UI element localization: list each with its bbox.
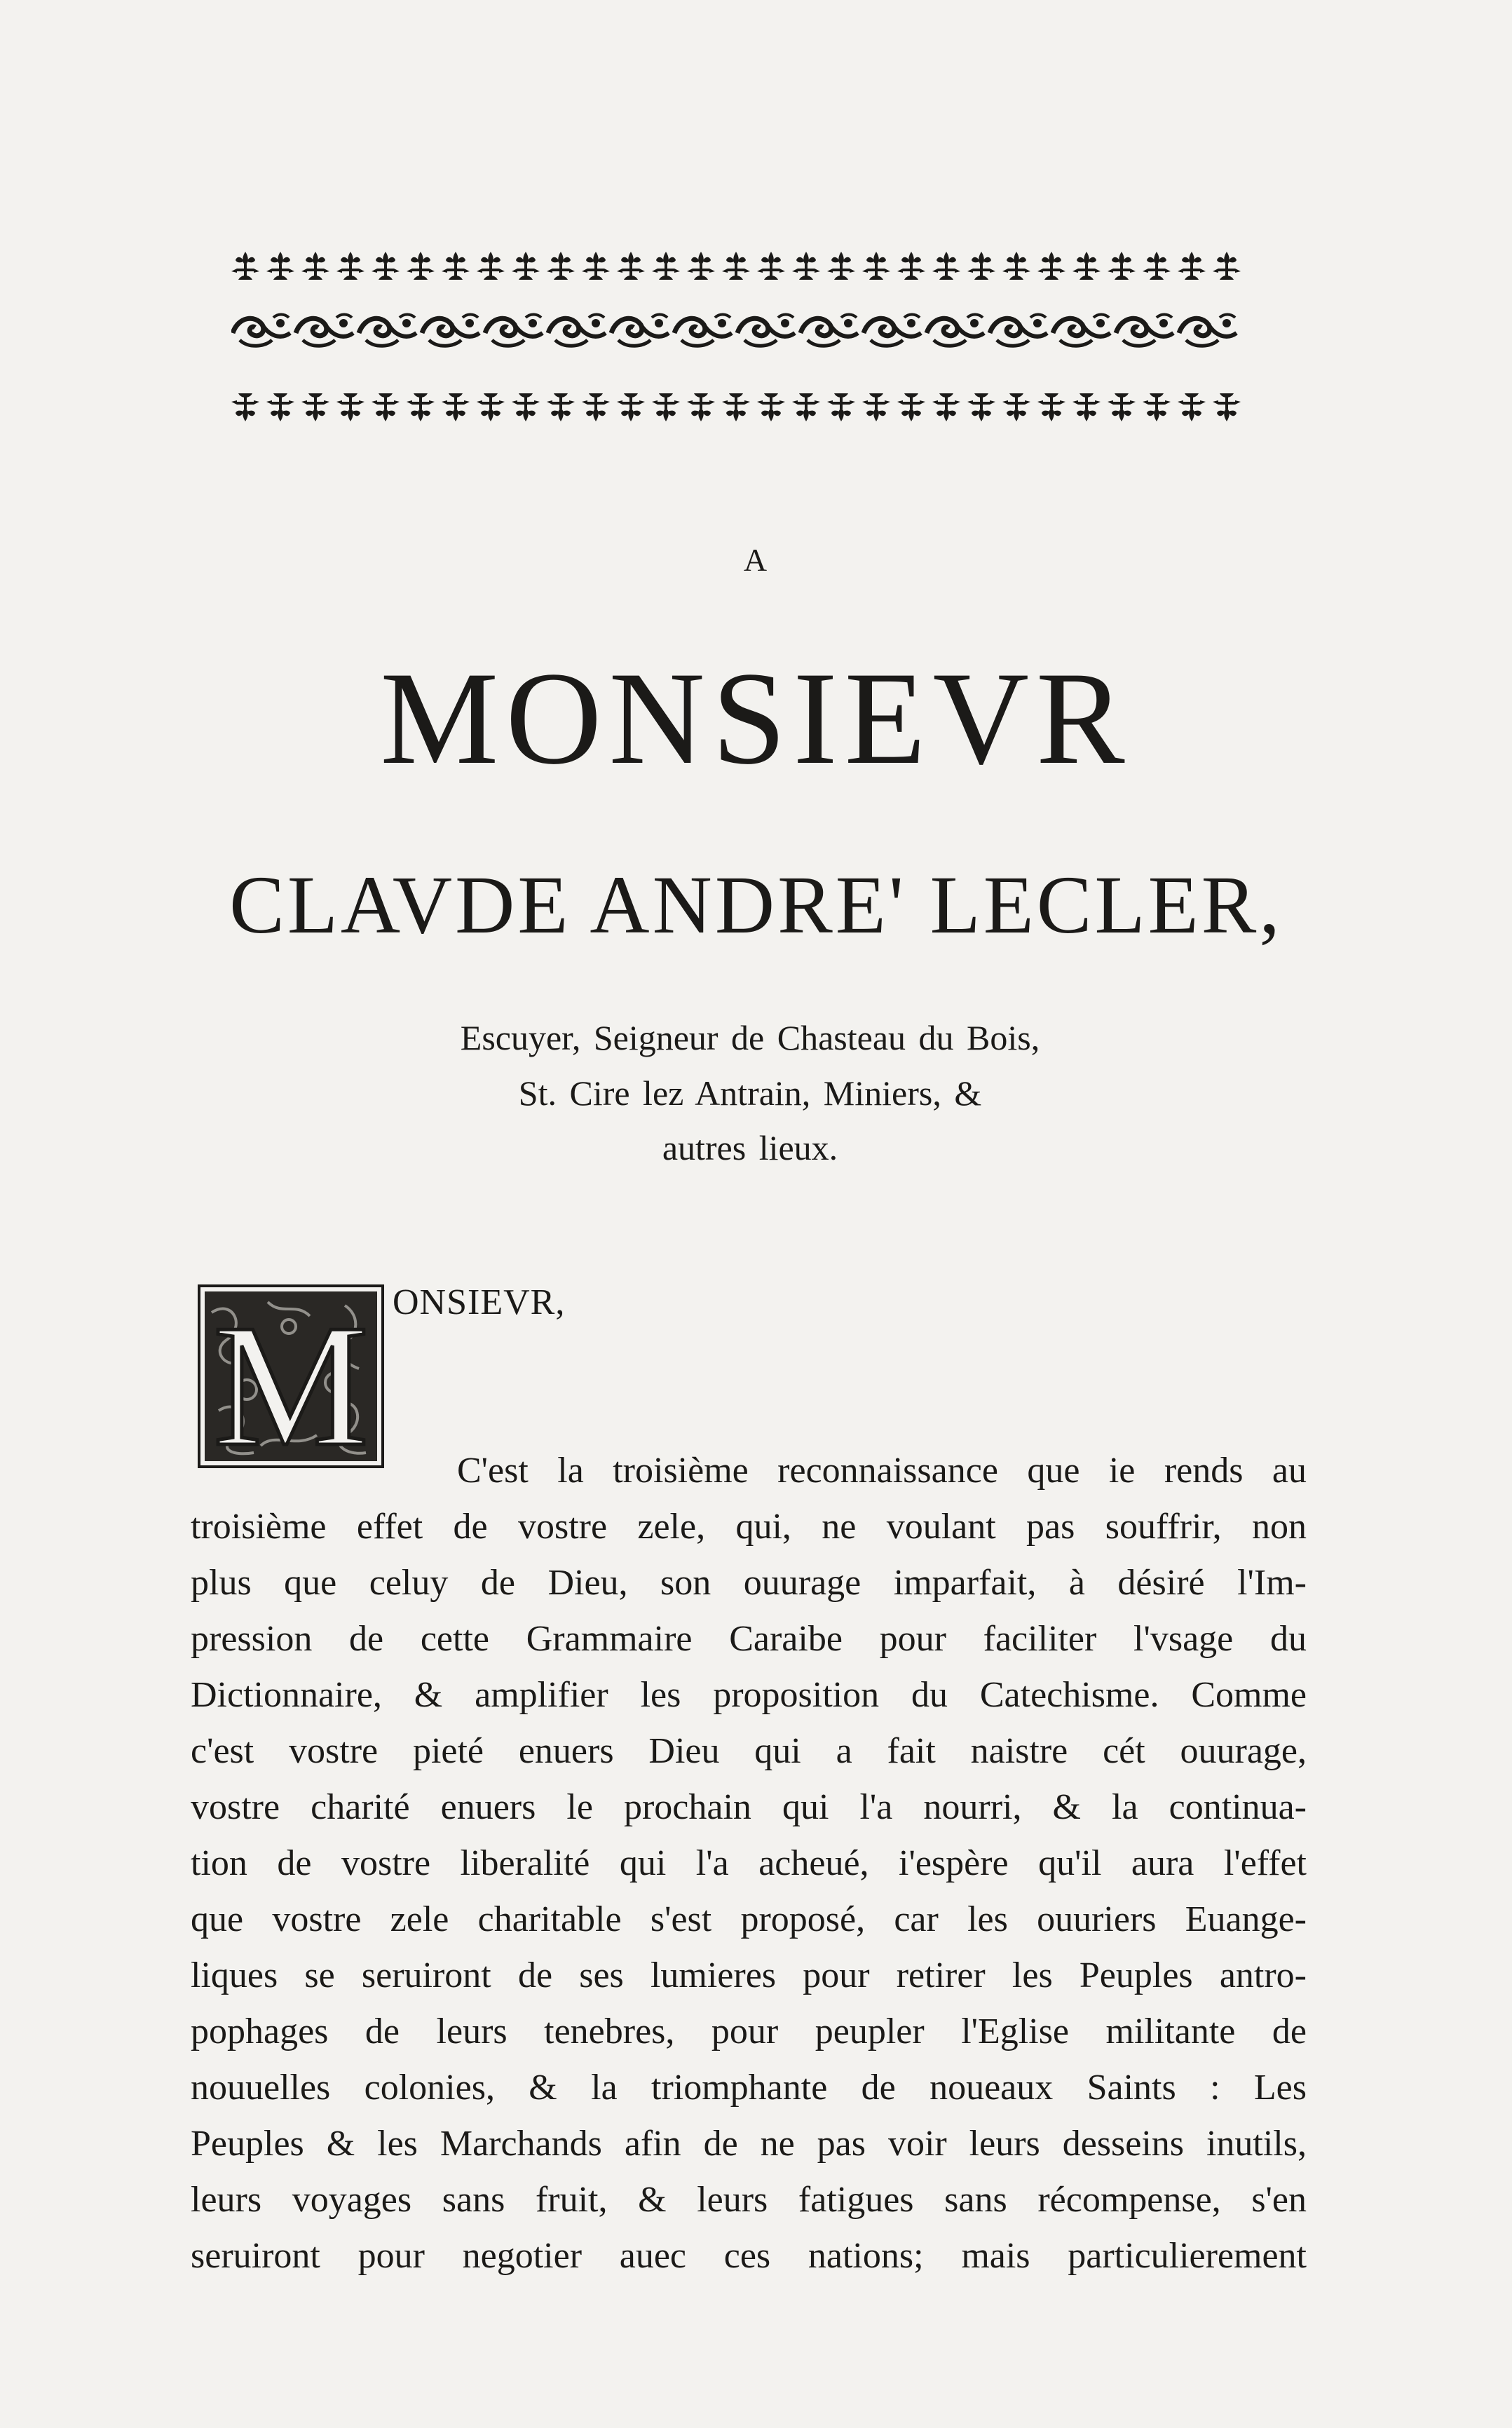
text-line: nouuelles colonies, & la triomphante de noueaux Saints : Les [191,2068,1307,2108]
text-line: que vostre zele charitable s'est proposé, car les ouuriers Euange- [191,1899,1307,1939]
text-line: pression de cette Grammaire Caraibe pour faciliter l'vsage du [191,1619,1307,1659]
text-line: Peuples & les Marchands afin de ne pas voir leurs desseins inutils, [191,2124,1307,2164]
dedicatee-titles-line: Escuyer, Seigneur de Chasteau du Bois, [460,1018,1040,1057]
text-line: tion de vostre liberalité qui l'a acheué, i'espère qu'il aura l'effet [191,1843,1307,1883]
dedication-preposition: A [743,542,769,578]
text-line: pophages de leurs tenebres, pour peupler l'Eglise militante de [191,2012,1307,2051]
text-line: plus que celuy de Dieu, son ouurage imparfait, à désiré l'Im- [191,1563,1307,1603]
dedicatee-name: CLAVDE ANDRE' LECLER, [229,859,1283,951]
text-line: leurs voyages sans fruit, & leurs fatigues sans récompense, s'en [191,2180,1307,2220]
body-text [191,1443,1307,2284]
text-line: C'est la troisième reconnaissance que ie rends au [457,1451,1307,1491]
text-line: seruiront pour negotier auec ces nations; mais particulierement [191,2236,1307,2276]
text-line: liques se seruiront de ses lumieres pour retirer les Peuples antro- [191,1955,1307,1995]
text-line: vostre charité enuers le prochain qui l'a nourri, & la continua- [191,1787,1307,1827]
dedication-title: MONSIEVR [380,645,1132,792]
dedicatee-titles-line: autres lieux. [662,1128,838,1167]
initial-letter: M [212,1289,369,1468]
dedicatee-titles-line: St. Cire lez Antrain, Miniers, & [518,1073,982,1113]
ornamental-headpiece [231,242,1255,431]
text-line: troisième effet de vostre zele, qui, ne voulant pas souffrir, non [191,1507,1307,1547]
decorated-initial [198,1284,384,1468]
text-line: Dictionnaire, & amplifier les proposition du Catechisme. Comme [191,1675,1307,1715]
salutation: ONSIEVR, [393,1282,566,1322]
text-line: c'est vostre pieté enuers Dieu qui a fait naistre cét ouurage, [191,1731,1307,1771]
